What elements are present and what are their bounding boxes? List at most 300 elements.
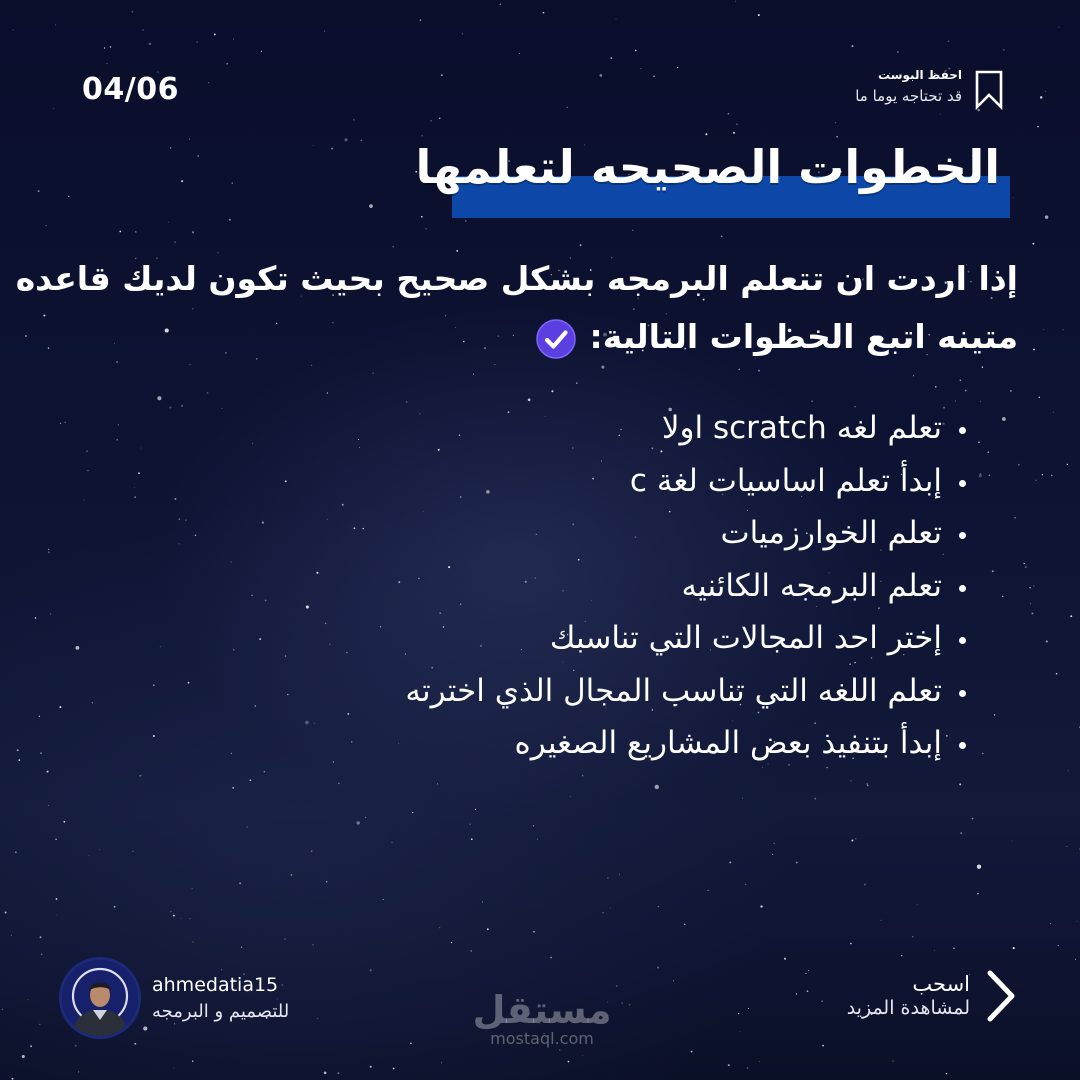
title-block <box>415 140 1010 220</box>
star <box>84 500 85 501</box>
star <box>68 196 69 197</box>
star <box>728 1064 730 1066</box>
star <box>576 382 577 383</box>
star <box>439 927 440 928</box>
star <box>60 423 61 424</box>
page-title: الخطوات الصحيحه لتعلمها <box>415 140 1000 194</box>
star <box>601 366 604 369</box>
intro-line-2-wrap <box>70 308 1018 366</box>
author-text <box>152 974 289 1022</box>
star <box>75 1045 77 1047</box>
star <box>338 783 340 785</box>
star <box>892 1061 893 1062</box>
star <box>106 63 107 64</box>
star <box>774 843 775 844</box>
steps-list <box>120 402 980 770</box>
star <box>76 646 80 650</box>
star <box>758 370 760 372</box>
star <box>673 980 674 981</box>
star <box>901 955 902 956</box>
star <box>934 950 935 951</box>
save-post-text <box>855 68 962 106</box>
star <box>192 1060 194 1062</box>
star <box>353 119 355 121</box>
star <box>356 821 359 824</box>
star <box>143 30 144 31</box>
star <box>56 898 58 900</box>
star <box>192 888 193 889</box>
star <box>632 230 633 231</box>
intro-line-1: إذا اردت ان تتعلم البرمجه بشكل صحيح بحيث تكون لديك قاعده <box>15 259 1018 298</box>
star <box>393 1068 395 1070</box>
star <box>992 570 994 572</box>
star <box>170 147 172 149</box>
star <box>533 931 534 932</box>
star <box>88 855 89 856</box>
star <box>55 24 56 25</box>
star <box>317 1018 318 1019</box>
star <box>864 883 866 885</box>
star <box>739 1031 740 1032</box>
star <box>940 114 941 115</box>
star <box>1053 412 1054 413</box>
star <box>40 752 42 754</box>
star <box>326 881 327 882</box>
star <box>691 1051 693 1053</box>
star <box>1037 126 1038 127</box>
star <box>13 29 14 30</box>
star <box>658 906 660 908</box>
star <box>1043 329 1044 330</box>
star <box>960 379 961 380</box>
swipe-subtitle: لمشاهدة المزيد <box>846 997 970 1020</box>
star <box>1056 673 1058 675</box>
star <box>313 145 314 146</box>
star <box>758 14 760 16</box>
star <box>28 999 29 1000</box>
star <box>867 783 868 784</box>
star <box>291 874 293 876</box>
star <box>1013 947 1015 949</box>
star <box>747 1067 749 1069</box>
star <box>948 40 950 42</box>
star <box>420 19 422 21</box>
star <box>441 74 443 76</box>
star <box>439 117 441 119</box>
star <box>705 133 707 135</box>
star <box>805 973 806 974</box>
star <box>988 451 990 453</box>
star <box>475 809 476 810</box>
star <box>17 749 19 751</box>
star <box>735 1 736 2</box>
star <box>372 372 374 374</box>
list-item: إبدأ تعلم اساسيات لغة c <box>120 455 980 508</box>
star <box>760 905 762 907</box>
star <box>99 849 100 850</box>
star <box>610 908 611 909</box>
star <box>174 241 176 243</box>
star <box>1032 243 1034 245</box>
author-profile[interactable] <box>62 960 289 1036</box>
star <box>46 225 47 226</box>
save-post-subtitle: قد تحتاجه يوما ما <box>855 87 962 105</box>
chevron-right-icon[interactable] <box>984 968 1018 1024</box>
star <box>784 958 786 960</box>
star <box>599 74 602 77</box>
star <box>189 139 190 140</box>
star <box>1051 475 1052 476</box>
star <box>1045 215 1049 219</box>
star <box>994 714 995 715</box>
star <box>657 967 659 969</box>
star <box>5 911 7 913</box>
star <box>104 47 105 48</box>
watermark-url: mostaql.com <box>490 1029 594 1048</box>
star <box>989 474 991 476</box>
star <box>977 865 981 869</box>
star <box>462 33 463 34</box>
star <box>208 82 209 83</box>
star <box>132 851 133 852</box>
star <box>15 851 16 852</box>
star <box>1063 329 1064 330</box>
star <box>748 1008 749 1009</box>
star <box>181 180 183 182</box>
star <box>1025 566 1027 568</box>
star <box>602 912 603 913</box>
star <box>729 861 731 863</box>
star <box>867 785 868 786</box>
star <box>728 113 730 115</box>
star <box>1077 921 1078 922</box>
star <box>796 862 798 864</box>
star <box>189 918 190 919</box>
star <box>35 617 37 619</box>
star <box>965 390 967 392</box>
star <box>471 838 473 840</box>
star <box>568 1061 570 1063</box>
star <box>391 842 392 843</box>
star <box>139 775 141 777</box>
intro-line-2: متينه اتبع الخطوات التالية: <box>589 317 1018 356</box>
star <box>640 68 641 69</box>
star <box>567 107 569 109</box>
star <box>312 944 313 945</box>
star <box>1035 480 1037 482</box>
star <box>1058 27 1059 28</box>
star <box>117 439 118 440</box>
star <box>92 702 93 703</box>
star <box>311 850 313 852</box>
star <box>232 787 234 789</box>
star <box>48 551 50 553</box>
star <box>1002 417 1006 421</box>
star <box>822 1045 824 1047</box>
star <box>421 135 422 136</box>
star <box>168 222 169 223</box>
star <box>39 1024 40 1025</box>
star <box>207 392 209 394</box>
star <box>25 335 27 337</box>
star <box>850 780 851 781</box>
star <box>960 832 962 834</box>
star <box>814 798 816 800</box>
star <box>550 957 552 959</box>
star <box>264 771 266 773</box>
star <box>11 935 12 936</box>
star <box>543 12 545 14</box>
star <box>1033 585 1034 586</box>
star <box>250 779 252 781</box>
star <box>30 1045 32 1047</box>
star <box>365 817 366 818</box>
star <box>621 1002 622 1003</box>
star <box>421 216 423 218</box>
star <box>736 123 738 125</box>
star <box>982 753 983 754</box>
save-post-block <box>855 68 1004 110</box>
star <box>12 1078 14 1080</box>
star <box>239 882 241 884</box>
star <box>2 1009 3 1010</box>
star <box>469 824 470 825</box>
star <box>482 902 483 903</box>
intro-paragraph <box>15 250 1018 366</box>
star <box>193 941 194 942</box>
star <box>528 398 531 401</box>
star <box>63 821 65 823</box>
star <box>551 390 553 392</box>
check-badge-icon <box>536 319 576 359</box>
star <box>880 920 881 921</box>
star <box>118 424 119 425</box>
star <box>473 374 474 375</box>
star <box>214 33 216 35</box>
star <box>977 893 979 895</box>
star <box>261 51 262 52</box>
star <box>582 775 584 777</box>
star <box>500 4 501 5</box>
star <box>1031 612 1033 614</box>
star <box>451 942 452 943</box>
star <box>635 50 636 51</box>
star <box>850 943 852 945</box>
star <box>1068 770 1069 771</box>
star <box>1013 197 1014 198</box>
star <box>570 796 571 797</box>
list-item: تعلم اللغه التي تناسب المجال الذي اخترته <box>120 665 980 718</box>
star <box>851 840 853 842</box>
star <box>131 11 133 13</box>
star <box>39 936 41 938</box>
star <box>855 838 856 839</box>
star <box>344 138 347 141</box>
star <box>233 39 234 40</box>
swipe-text <box>847 971 970 1021</box>
star <box>1040 96 1043 99</box>
star <box>22 1055 25 1058</box>
star <box>821 1001 822 1002</box>
author-username: ahmedatia15 <box>152 973 279 996</box>
star <box>487 928 489 930</box>
star <box>1010 390 1011 391</box>
star <box>655 785 659 789</box>
star <box>337 1072 339 1074</box>
star <box>912 936 914 938</box>
star <box>229 219 231 221</box>
star <box>1050 923 1051 924</box>
star <box>897 51 898 52</box>
star <box>619 874 620 875</box>
star <box>1046 640 1048 642</box>
star <box>616 19 617 20</box>
star <box>181 918 182 919</box>
star <box>135 231 137 233</box>
star <box>851 45 853 47</box>
star <box>241 947 242 948</box>
list-item: تعلم الخوارزميات <box>120 507 980 560</box>
star <box>465 220 467 222</box>
star <box>410 1043 411 1044</box>
star <box>53 108 54 109</box>
star <box>917 904 918 905</box>
star <box>174 1068 175 1069</box>
star <box>78 1071 79 1072</box>
star <box>835 122 836 123</box>
star <box>745 884 746 885</box>
star <box>611 57 613 59</box>
star <box>247 827 248 828</box>
star <box>149 43 151 45</box>
star <box>86 450 88 452</box>
star <box>708 890 709 891</box>
star <box>39 716 40 717</box>
star <box>1018 464 1020 466</box>
star <box>772 854 773 855</box>
star <box>50 613 51 614</box>
star <box>913 375 914 376</box>
avatar[interactable] <box>62 960 138 1036</box>
star <box>1033 349 1035 351</box>
star <box>441 1063 442 1064</box>
swipe-hint[interactable] <box>847 968 1018 1024</box>
star <box>616 985 617 986</box>
star <box>226 63 228 65</box>
star <box>972 818 974 820</box>
star <box>607 878 608 879</box>
star <box>173 915 175 917</box>
star <box>56 915 57 916</box>
bookmark-icon[interactable] <box>974 70 1004 110</box>
star <box>684 924 685 925</box>
star <box>653 75 655 77</box>
star <box>1039 397 1040 398</box>
star <box>537 839 538 840</box>
watermark-logo: مستقل <box>472 988 612 1032</box>
star <box>582 1055 583 1056</box>
page-counter: 04/06 <box>82 72 179 107</box>
list-item: تعلم البرمجه الكائنيه <box>120 560 980 613</box>
star <box>370 969 372 971</box>
star <box>1042 474 1043 475</box>
star <box>134 1043 136 1045</box>
star <box>733 132 735 134</box>
mostaql-watermark <box>472 990 612 1048</box>
star <box>559 1049 560 1050</box>
swipe-title: اسحب <box>912 972 970 996</box>
star <box>48 549 49 550</box>
list-item: تعلم لغه scratch اولا <box>120 402 980 455</box>
star <box>1029 587 1030 588</box>
star <box>38 190 40 192</box>
star <box>198 155 199 156</box>
star <box>383 899 384 900</box>
star <box>119 231 121 233</box>
star <box>1070 615 1072 617</box>
star <box>738 1013 739 1014</box>
list-item: إختر احد المجالات التي تناسبك <box>120 612 980 665</box>
star <box>327 392 328 393</box>
star <box>519 53 520 54</box>
star <box>88 470 89 471</box>
star <box>796 993 797 994</box>
star <box>110 46 111 47</box>
star <box>738 368 740 370</box>
star <box>114 906 116 908</box>
star <box>43 315 45 317</box>
star <box>1066 846 1067 847</box>
star <box>1075 959 1076 960</box>
star <box>1023 563 1025 565</box>
star <box>953 948 954 949</box>
star <box>331 148 333 150</box>
star <box>157 396 161 400</box>
star <box>808 970 809 971</box>
star <box>1030 603 1031 604</box>
star <box>471 950 472 951</box>
star <box>59 706 61 708</box>
star <box>48 347 49 348</box>
list-item: إبدأ بتنفيذ بعض المشاريع الصغيره <box>120 717 980 770</box>
star <box>1003 49 1004 50</box>
star <box>192 231 194 233</box>
star <box>807 990 809 992</box>
star <box>232 183 233 184</box>
star <box>1002 596 1003 597</box>
star <box>677 67 678 68</box>
star <box>1067 464 1068 465</box>
star <box>18 759 20 761</box>
star <box>361 139 363 141</box>
star <box>1058 945 1059 946</box>
star <box>721 236 722 237</box>
star <box>580 244 582 246</box>
star <box>1014 517 1016 519</box>
star <box>629 1004 631 1006</box>
star <box>836 136 838 138</box>
star <box>47 771 49 773</box>
star <box>946 1073 947 1074</box>
star <box>982 366 983 367</box>
author-tagline: للتصميم و البرمجه <box>152 1000 290 1022</box>
star <box>324 31 325 32</box>
star <box>197 42 198 43</box>
star <box>959 783 961 785</box>
star <box>324 1071 327 1074</box>
star <box>48 805 49 806</box>
save-post-title: احفظ البوست <box>878 68 962 82</box>
